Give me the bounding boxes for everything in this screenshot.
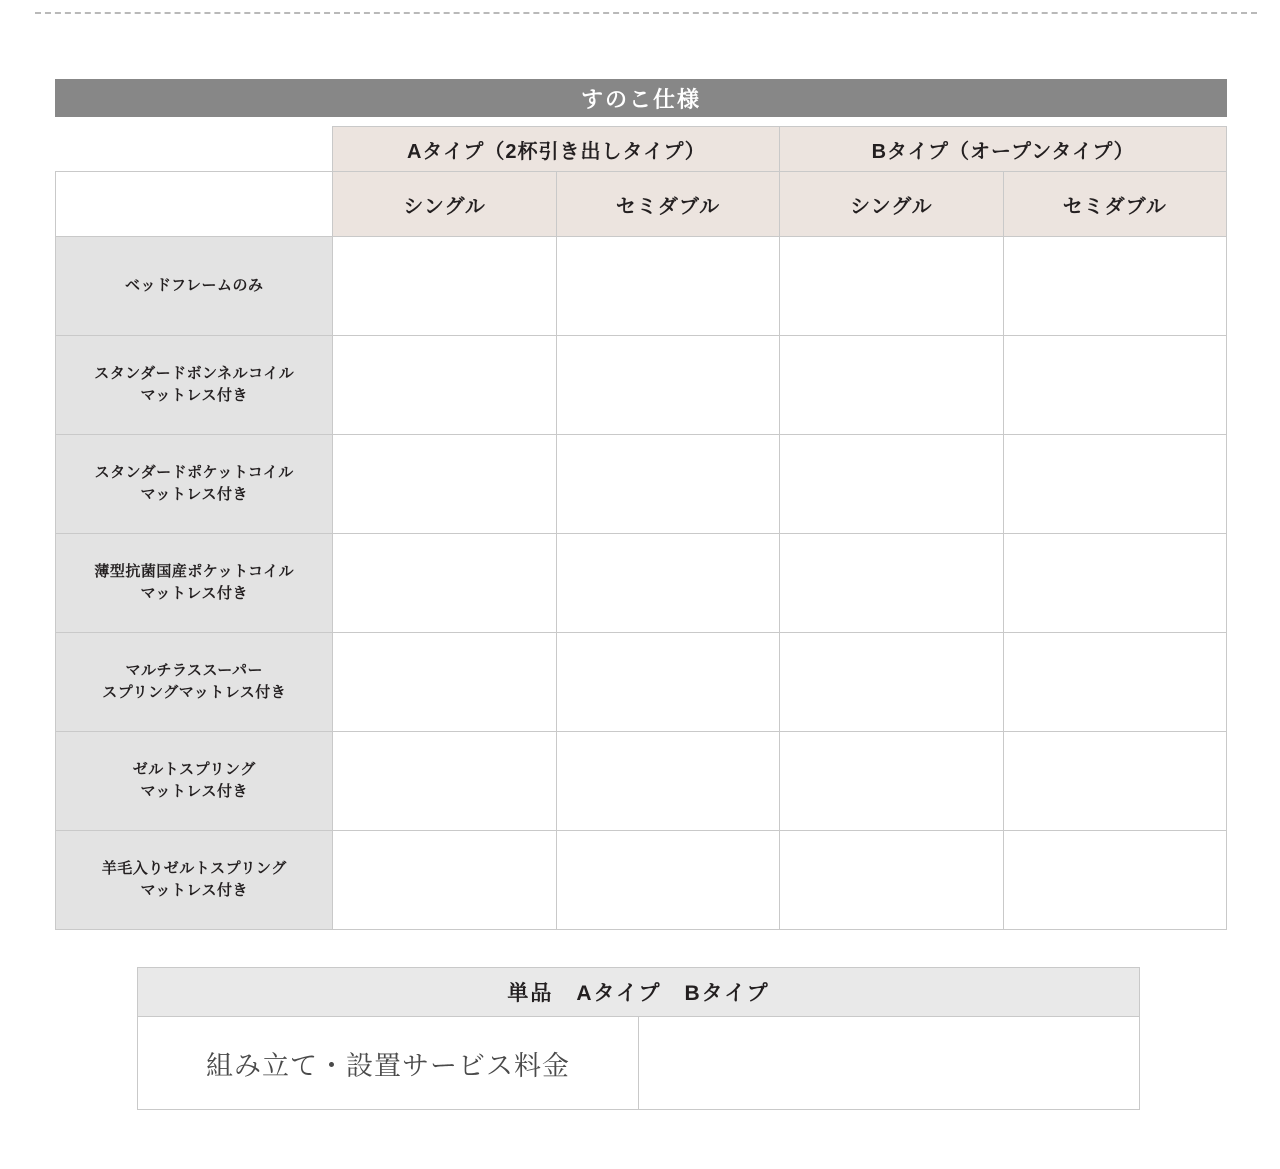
spec-row-label-line: マットレス付き [140, 387, 248, 404]
service-table-section [137, 967, 1140, 1110]
spec-price-cell [1003, 633, 1226, 732]
spec-price-cell [333, 435, 556, 534]
spec-price-cell [1003, 831, 1226, 930]
spec-price-cell [780, 534, 1003, 633]
spec-price-cell [1003, 534, 1226, 633]
spec-row-label [56, 633, 333, 732]
spec-price-cell [1003, 732, 1226, 831]
spec-row-label-line: ゼルトスプリング [132, 760, 256, 778]
service-fee-value [639, 1017, 1140, 1110]
spec-row-label [56, 336, 333, 435]
spec-table [55, 126, 1227, 930]
spec-price-cell [333, 732, 556, 831]
spec-row-label-line: マットレス付き [140, 585, 248, 602]
spec-price-cell [556, 732, 779, 831]
spec-size-header-b-single: シングル [780, 172, 1003, 237]
spec-row-label [56, 831, 333, 930]
spec-price-cell [333, 237, 556, 336]
spec-price-cell [556, 633, 779, 732]
spec-price-cell [1003, 336, 1226, 435]
spec-type-header-spacer [56, 127, 333, 172]
spec-row-label-line: ベッドフレームのみ [125, 276, 264, 294]
spec-row-label [56, 732, 333, 831]
spec-row-label [56, 534, 333, 633]
spec-type-header-row [56, 127, 1227, 172]
spec-price-cell [780, 435, 1003, 534]
spec-row-label [56, 435, 333, 534]
spec-row-label-line: 薄型抗菌国産ポケットコイル [94, 562, 295, 580]
spec-row-label-line: スタンダードボンネルコイル [94, 364, 295, 382]
spec-price-cell [780, 336, 1003, 435]
spec-row-label-line: マットレス付き [140, 783, 248, 800]
table-row [56, 336, 1227, 435]
table-row [56, 237, 1227, 336]
spec-size-header-row [56, 172, 1227, 237]
top-dashed-divider [35, 12, 1257, 14]
table-row [138, 1017, 1140, 1110]
spec-price-cell [556, 237, 779, 336]
spec-row-label-line: マルチラススーパー [125, 661, 264, 679]
spec-price-cell [780, 732, 1003, 831]
service-header-row [138, 968, 1140, 1017]
spec-price-cell [556, 831, 779, 930]
spec-type-header-a: Aタイプ（2杯引き出しタイプ） [333, 127, 780, 172]
spec-row-label [56, 237, 333, 336]
spec-price-cell [333, 831, 556, 930]
spec-banner-title: すのこ仕様 [55, 79, 1227, 117]
spec-price-cell [333, 534, 556, 633]
spec-type-header-b: Bタイプ（オープンタイプ） [780, 127, 1227, 172]
spec-price-cell [333, 633, 556, 732]
service-table [137, 967, 1140, 1110]
spec-corner-cell [56, 172, 333, 237]
table-row [56, 633, 1227, 732]
table-row [56, 732, 1227, 831]
spec-price-cell [1003, 435, 1226, 534]
spec-row-label-line: マットレス付き [140, 882, 248, 899]
service-table-header: 単品 Aタイプ Bタイプ [138, 968, 1140, 1017]
spec-price-cell [556, 534, 779, 633]
spec-size-header-a-semidouble: セミダブル [556, 172, 779, 237]
spec-price-cell [780, 237, 1003, 336]
spec-price-cell [556, 435, 779, 534]
spec-table-section [55, 79, 1227, 930]
service-fee-label: 組み立て・設置サービス料金 [138, 1017, 639, 1110]
spec-row-label-line: 羊毛入りゼルトスプリング [101, 859, 287, 877]
spec-size-header-b-semidouble: セミダブル [1003, 172, 1226, 237]
table-row [56, 534, 1227, 633]
spec-price-cell [780, 633, 1003, 732]
table-row [56, 435, 1227, 534]
spec-row-label-line: スタンダードポケットコイル [94, 463, 294, 481]
spec-price-cell [780, 831, 1003, 930]
spec-size-header-a-single: シングル [333, 172, 556, 237]
spec-price-cell [1003, 237, 1226, 336]
table-row [56, 831, 1227, 930]
spec-row-label-line: マットレス付き [140, 486, 248, 503]
spec-price-cell [556, 336, 779, 435]
spec-price-cell [333, 336, 556, 435]
spec-row-label-line: スプリングマットレス付き [102, 684, 287, 701]
